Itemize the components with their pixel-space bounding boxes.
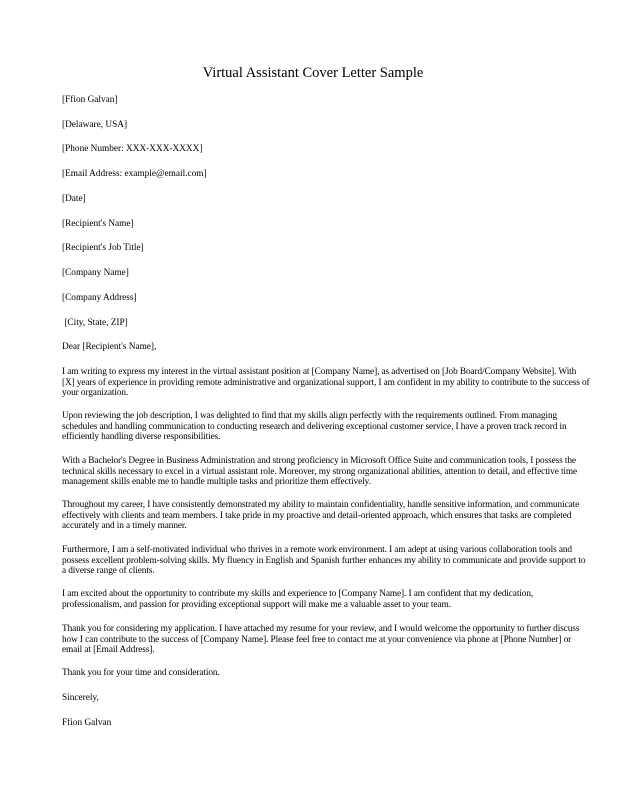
city-state-zip: [City, State, ZIP] — [62, 318, 128, 328]
recipient-name: [Recipient's Name] — [62, 219, 134, 229]
body-paragraph — [62, 545, 586, 577]
sender-phone: [Phone Number: XXX-XXX-XXXX] — [62, 144, 203, 154]
paragraph-line: professionalism, and passion for providing exceptional support will make me a valuable asset to your team. — [62, 599, 451, 610]
closing: Sincerely, — [62, 693, 99, 703]
body-paragraph — [62, 456, 578, 488]
paragraph-line: efficiently handling diverse responsibilities. — [62, 432, 221, 443]
body-paragraph — [62, 411, 568, 443]
paragraph-line: schedules and handling communication to conducting research and delivering exceptional customer service, I have a proven track record in — [62, 421, 567, 432]
paragraph-line: how I can contribute to the success of [Company Name]. Please feel free to contact me at your convenience via phone at [Phone Number] or — [62, 634, 572, 645]
paragraph-line: With a Bachelor's Degree in Business Administration and strong proficiency in Microsoft Office Suite and communication tools, I possess the — [62, 456, 576, 466]
paragraph-line: Thank you for your time and consideration. — [62, 668, 220, 678]
paragraph-line: Upon reviewing the job description, I was delighted to find that my skills align perfectly with the requirements outlined. From managing — [62, 411, 558, 421]
body-paragraph — [62, 668, 568, 679]
recipient-job-title: [Recipient's Job Title] — [62, 243, 144, 253]
paragraph-line: I am writing to express my interest in the virtual assistant position at [Company Name], as advertised on [Job Board/Company Website]. With — [62, 367, 577, 377]
paragraph-line: a diverse range of clients. — [62, 566, 155, 577]
paragraph-line: [X] years of experience in providing remote administrative and organizational support, I am confident in my ability to contribute to the success of — [62, 377, 590, 388]
salutation: Dear [Recipient's Name], — [62, 342, 157, 352]
body-paragraph — [62, 500, 580, 532]
paragraph-line: email at [Email Address]. — [62, 645, 155, 656]
paragraph-line: Thank you for considering my application. I have attached my resume for your review, and I would welcome the opportunity to further discuss — [62, 624, 580, 634]
sender-email: [Email Address: example@email.com] — [62, 169, 207, 179]
paragraph-line: I am excited about the opportunity to contribute my skills and experience to [Company Name]. I am confident that my dedication, — [62, 589, 534, 599]
paragraph-line: Furthermore, I am a self-motivated individual who thrives in a remote work environment. I am adept at using various collaboration tools and — [62, 545, 572, 555]
paragraph-line: effectively with clients and team members. I take pride in my proactive and detail-oriented approach, which ensures that tasks are completed — [62, 510, 572, 521]
paragraph-line: technical skills necessary to excel in a virtual assistant role. Moreover, my strong organizational abilities, attention to detail, and effective time — [62, 466, 578, 477]
paragraph-line: possess excellent problem-solving skills. My fluency in English and Spanish further enhances my ability to communicate and provide support to — [62, 555, 586, 566]
paragraph-line: management skills enable me to handle multiple tasks and prioritize them effectively. — [62, 477, 371, 488]
company-name: [Company Name] — [62, 268, 129, 278]
body-paragraph — [62, 624, 580, 656]
paragraph-line: your organization. — [62, 388, 129, 399]
letter-date: [Date] — [62, 194, 86, 204]
document-title: Virtual Assistant Cover Letter Sample — [202, 65, 424, 81]
body-paragraph — [62, 589, 568, 610]
paragraph-line: accurately and in a timely manner. — [62, 521, 187, 532]
company-address: [Company Address] — [62, 293, 137, 303]
sender-name: [Ffion Galvan] — [62, 95, 118, 105]
signature-name: Ffion Galvan — [62, 718, 112, 728]
paragraph-line: Throughout my career, I have consistently demonstrated my ability to maintain confidentiality, handle sensitive information, and communicate — [62, 500, 580, 510]
body-paragraph — [62, 367, 590, 399]
sender-location: [Delaware, USA] — [62, 120, 128, 130]
